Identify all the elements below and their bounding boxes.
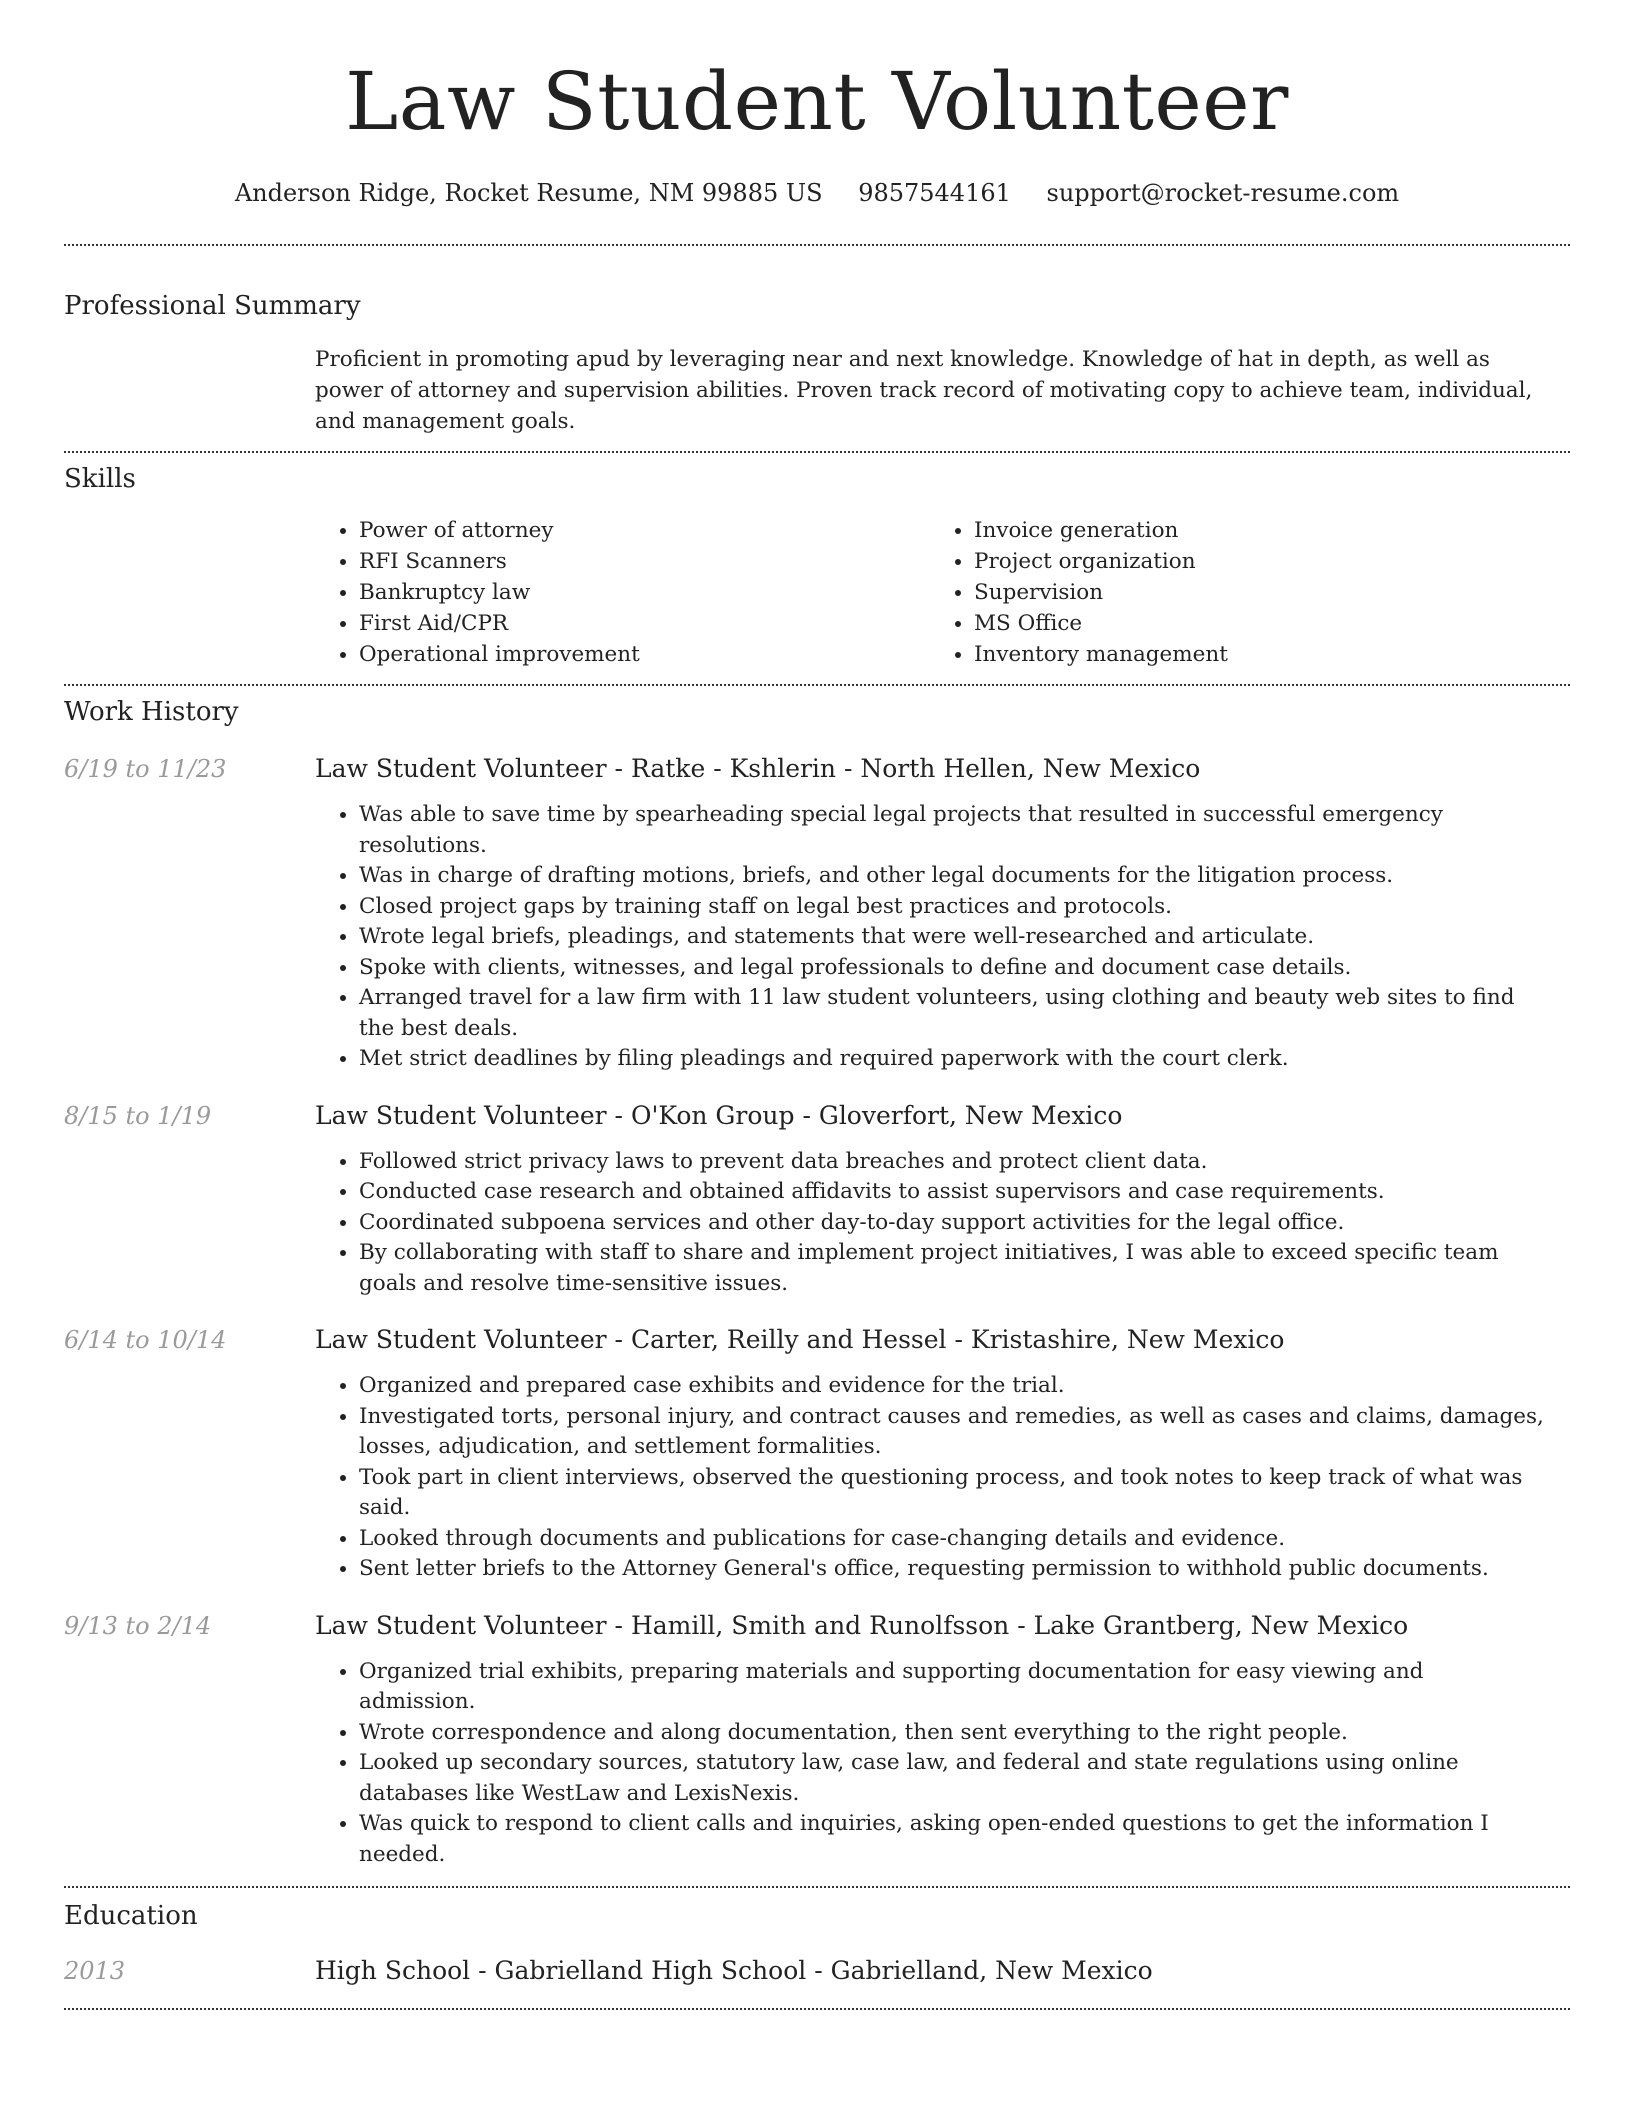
job-bullet: • Looked up secondary sources, statutory law, case law, and federal and state regulations using online databases like WestLaw and LexisNexis. — [359, 1748, 1545, 1809]
skills-column-left — [315, 515, 930, 670]
work-history-list — [64, 752, 1570, 1870]
skill-item: • Bankruptcy law — [359, 577, 930, 608]
skills-column-right — [930, 515, 1545, 670]
job-heading: Law Student Volunteer - Hamill, Smith and Runolfsson - Lake Grantberg, New Mexico — [315, 1610, 1409, 1640]
job-bullet: • Wrote correspondence and along documentation, then sent everything to the right people. — [359, 1718, 1545, 1749]
resume-page — [64, 0, 1570, 2010]
job-dates: 8/15 to 1/19 — [64, 1101, 212, 1130]
education-entry — [64, 1954, 1570, 1988]
job-entry — [64, 1323, 1570, 1585]
job-bullet: • Was quick to respond to client calls and inquiries, asking open-ended questions to get the information I needed. — [359, 1809, 1545, 1870]
job-heading: Law Student Volunteer - Ratke - Kshlerin - North Hellen, New Mexico — [315, 754, 1201, 783]
skills-list — [315, 515, 1545, 670]
section-divider — [64, 244, 1570, 246]
job-bullet-list — [315, 1147, 1545, 1300]
job-bullet: • Organized and prepared case exhibits and evidence for the trial. — [359, 1371, 1545, 1402]
job-dates: 6/14 to 10/14 — [64, 1326, 227, 1354]
job-entry — [64, 752, 1570, 1075]
education-section-title: Education — [64, 1901, 198, 1931]
summary-section-title: Professional Summary — [64, 291, 361, 321]
job-bullet: • Sent letter briefs to the Attorney General's office, requesting permission to withhold public documents. — [359, 1554, 1545, 1585]
contact-line — [64, 178, 1570, 208]
skill-item: • Project organization — [974, 546, 1545, 577]
job-details — [315, 1323, 1545, 1585]
job-bullet: • Followed strict privacy laws to prevent data breaches and protect client data. — [359, 1147, 1545, 1178]
section-divider — [64, 2008, 1570, 2010]
job-bullet: • Was able to save time by spearheading special legal projects that resulted in successful emergency resolutions. — [359, 800, 1545, 861]
education-year: 2013 — [64, 1957, 126, 1985]
job-details — [315, 1099, 1545, 1300]
job-details — [315, 1609, 1545, 1871]
job-bullet: • Conducted case research and obtained affidavits to assist supervisors and case requirements. — [359, 1177, 1545, 1208]
contact-address: Anderson Ridge, Rocket Resume, NM 99885 US — [234, 179, 823, 207]
section-divider — [64, 1886, 1570, 1888]
skill-item: • Inventory management — [974, 639, 1545, 670]
job-bullet: • By collaborating with staff to share and implement project initiatives, I was able to exceed specific team goals and resolve time-sensitive issues. — [359, 1238, 1545, 1299]
work-section-title: Work History — [64, 697, 239, 727]
job-bullet-list — [315, 800, 1545, 1075]
education-heading: High School - Gabrielland High School - Gabrielland, New Mexico — [315, 1956, 1153, 1985]
job-bullet-list — [315, 1657, 1545, 1871]
contact-phone: 9857544161 — [858, 179, 1011, 207]
skill-item: • Invoice generation — [974, 515, 1545, 546]
contact-email: support@rocket-resume.com — [1046, 179, 1400, 207]
job-bullet: • Met strict deadlines by filing pleadings and required paperwork with the court clerk. — [359, 1044, 1545, 1075]
job-bullet: • Took part in client interviews, observed the questioning process, and took notes to keep track of what was said. — [359, 1463, 1545, 1524]
skill-item: • First Aid/CPR — [359, 608, 930, 639]
job-bullet: • Arranged travel for a law firm with 11 law student volunteers, using clothing and beauty web sites to find the best deals. — [359, 983, 1545, 1044]
resume-name: Law Student Volunteer — [345, 55, 1289, 148]
job-heading: Law Student Volunteer - O'Kon Group - Gloverfort, New Mexico — [315, 1100, 1123, 1130]
summary-text: Proficient in promoting apud by leveraging near and next knowledge. Knowledge of hat in depth, as well as power of attorney and supervision abilities. Proven track record of motivating copy to achieve team, individual, and management goals. — [315, 347, 1533, 434]
job-bullet-list — [315, 1371, 1545, 1585]
job-entry — [64, 1609, 1570, 1871]
job-bullet: • Spoke with clients, witnesses, and legal professionals to define and document case details. — [359, 953, 1545, 984]
job-dates: 9/13 to 2/14 — [64, 1611, 212, 1640]
job-bullet: • Organized trial exhibits, preparing materials and supporting documentation for easy viewing and admission. — [359, 1657, 1545, 1718]
job-dates: 6/19 to 11/23 — [64, 755, 227, 783]
job-entry — [64, 1099, 1570, 1300]
job-bullet: • Was in charge of drafting motions, briefs, and other legal documents for the litigation process. — [359, 861, 1545, 892]
skills-section-title: Skills — [64, 464, 136, 494]
job-bullet: • Looked through documents and publications for case-changing details and evidence. — [359, 1524, 1545, 1555]
job-bullet: • Investigated torts, personal injury, and contract causes and remedies, as well as cases and claims, damages, losses, adjudication, and settlement formalities. — [359, 1402, 1545, 1463]
section-divider — [64, 684, 1570, 686]
job-bullet: • Closed project gaps by training staff on legal best practices and protocols. — [359, 892, 1545, 923]
job-bullet: • Coordinated subpoena services and other day-to-day support activities for the legal office. — [359, 1208, 1545, 1239]
skill-item: • Power of attorney — [359, 515, 930, 546]
skill-item: • Operational improvement — [359, 639, 930, 670]
job-details — [315, 752, 1545, 1075]
section-divider — [64, 451, 1570, 453]
job-bullet: • Wrote legal briefs, pleadings, and statements that were well-researched and articulate. — [359, 922, 1545, 953]
skill-item: • MS Office — [974, 608, 1545, 639]
job-heading: Law Student Volunteer - Carter, Reilly and Hessel - Kristashire, New Mexico — [315, 1325, 1285, 1354]
skill-item: • Supervision — [974, 577, 1545, 608]
skill-item: • RFI Scanners — [359, 546, 930, 577]
